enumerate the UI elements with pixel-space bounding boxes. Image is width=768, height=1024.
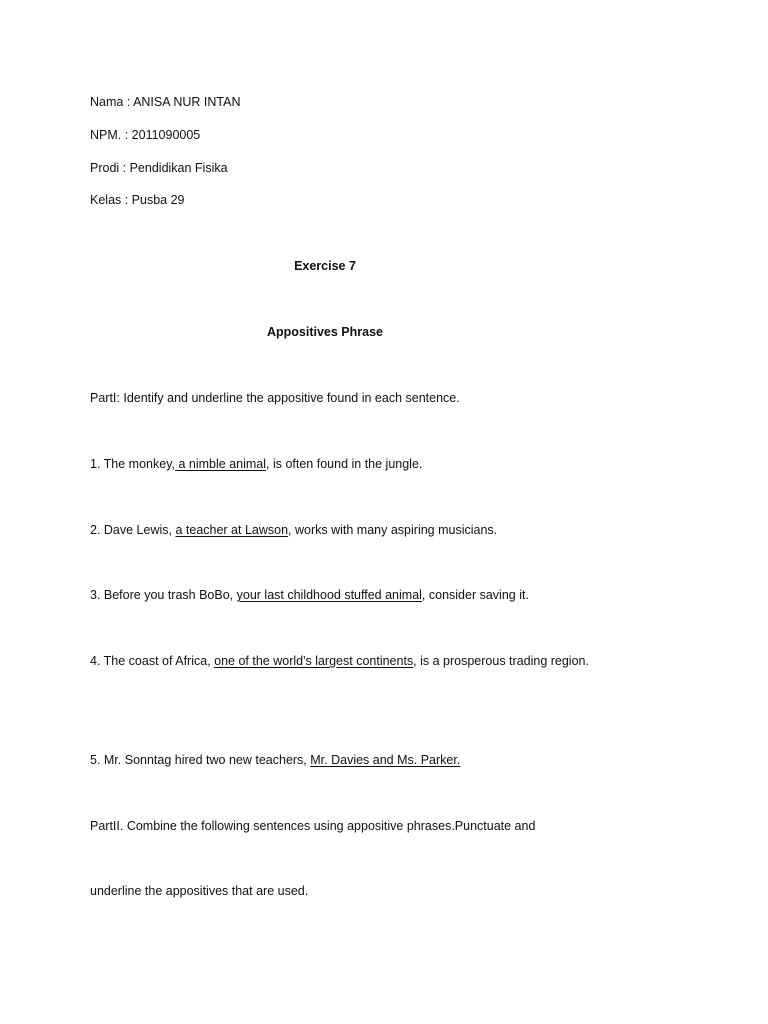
- sentence-3: [90, 587, 529, 603]
- part2-instruction-line2: underline the appositives that are used.: [90, 884, 309, 898]
- exercise-title: Exercise 7: [294, 259, 356, 273]
- sentence-text: 1. The monkey,: [90, 457, 175, 471]
- sentence-text: , is often found in the jungle.: [266, 457, 423, 471]
- student-name: Nama : ANISA NUR INTAN: [90, 95, 241, 109]
- appositive-underlined: one of the world's largest continents: [214, 654, 414, 668]
- student-prodi: Prodi : Pendidikan Fisika: [90, 161, 228, 175]
- sentence-text: 3. Before you trash BoBo,: [90, 588, 237, 602]
- appositive-underlined: your last childhood stuffed animal: [236, 588, 422, 602]
- sentence-text: 5. Mr. Sonntag hired two new teachers,: [90, 753, 311, 767]
- sentence-4: [90, 653, 589, 669]
- sentence-text: , works with many aspiring musicians.: [288, 523, 498, 537]
- part1-instruction: PartI: Identify and underline the appositive found in each sentence.: [90, 391, 460, 405]
- sentence-5: [90, 752, 460, 768]
- appositive-underlined: Mr. Davies and Ms. Parker.: [310, 753, 461, 767]
- student-npm: NPM. : 2011090005: [90, 128, 201, 142]
- topic-title: Appositives Phrase: [266, 325, 383, 339]
- appositive-underlined: a teacher at Lawson: [175, 523, 289, 537]
- student-kelas: Kelas : Pusba 29: [90, 193, 185, 207]
- sentence-text: 4. The coast of Africa,: [90, 654, 215, 668]
- sentence-text: , is a prosperous trading region.: [413, 654, 589, 668]
- part2-instruction-line1: PartII. Combine the following sentences using appositive phrases.Punctuate and: [90, 819, 536, 833]
- appositive-underlined: a nimble animal: [175, 457, 267, 471]
- sentence-text: 2. Dave Lewis,: [90, 523, 176, 537]
- sentence-text: , consider saving it.: [421, 588, 529, 602]
- sentence-2: [90, 522, 497, 538]
- sentence-1: [90, 456, 422, 472]
